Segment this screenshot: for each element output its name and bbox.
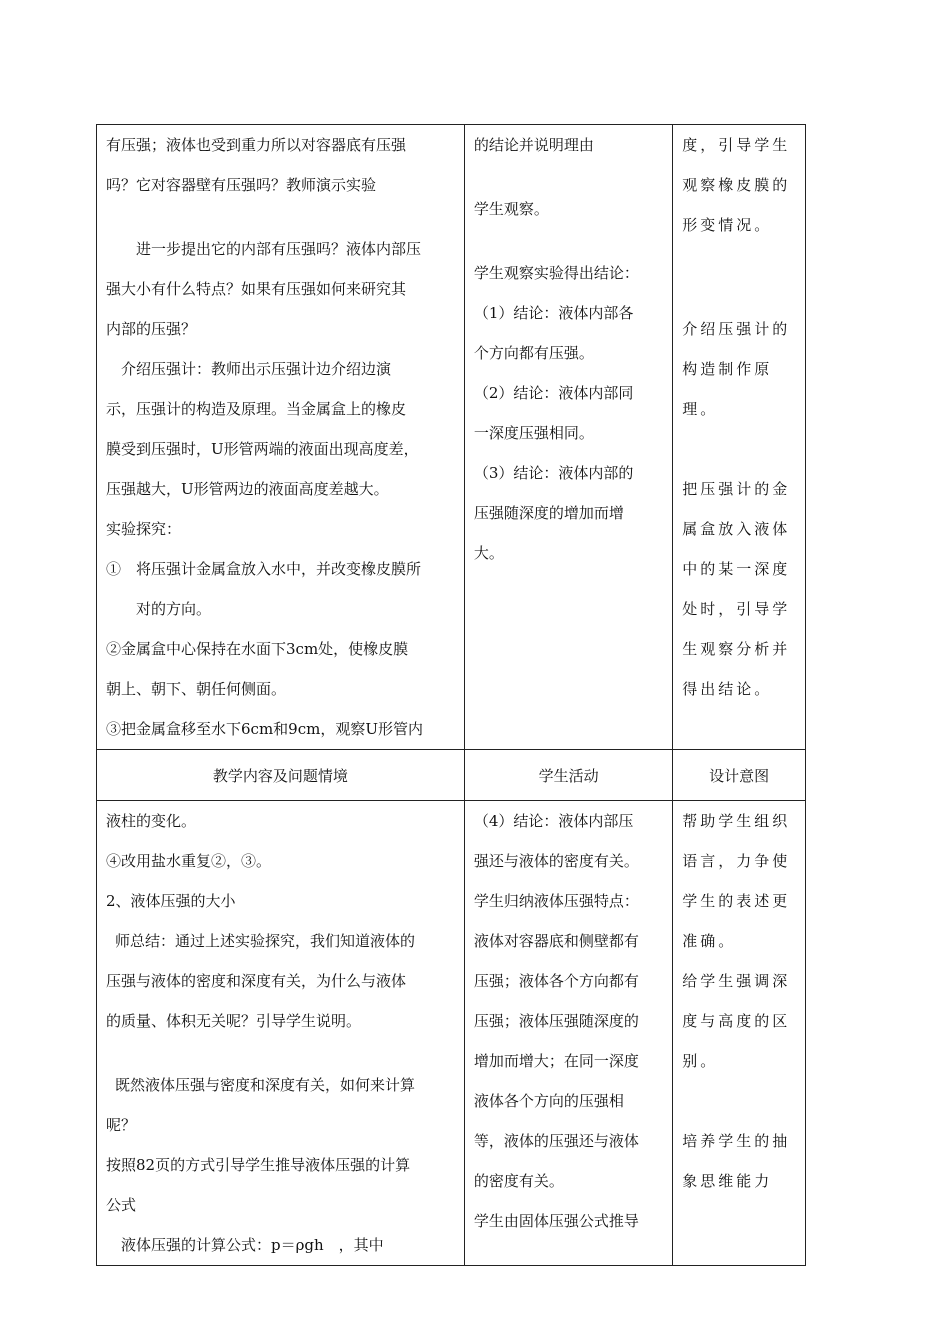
- text-line: 有压强；液体也受到重力所以对容器底有压强: [106, 136, 407, 154]
- text-line: ③把金属盒移至水下6cm和9cm，观察U形管内: [106, 720, 423, 738]
- text-line: 帮助学生组织: [682, 812, 791, 830]
- text-line: 构造制作原: [682, 360, 773, 378]
- text-line: 学生的表述更: [682, 892, 791, 910]
- text-line: 压强越大，U形管两边的液面高度差越大。: [106, 480, 389, 498]
- text-line: 的结论并说明理由: [473, 136, 594, 154]
- text-line: 学生观察实验得出结论：: [473, 264, 639, 282]
- text-line: 培养学生的抽: [682, 1132, 791, 1150]
- text-line: 的密度有关。: [473, 1172, 564, 1190]
- text-line: 2、液体压强的大小: [106, 892, 236, 910]
- text-line: 液柱的变化。: [106, 812, 197, 830]
- text-line: 对的方向。: [136, 600, 212, 618]
- text-line: 实验探究：: [106, 520, 182, 538]
- text-line: 吗？它对容器壁有压强吗？教师演示实验: [106, 176, 377, 194]
- student-activity-cell: [464, 801, 672, 1266]
- text-line: 液体各个方向的压强相: [473, 1092, 624, 1110]
- text-line: 师总结：通过上述实验探究，我们知道液体的: [115, 932, 416, 950]
- text-line: 液体压强的计算公式：p＝ρgh ，其中: [121, 1236, 384, 1254]
- text-line: 介绍压强计的: [682, 320, 791, 338]
- text-line: 把压强计的金: [682, 480, 791, 498]
- table-row-continued: [97, 125, 806, 750]
- text-line: ④改用盐水重复②，③。: [106, 852, 272, 870]
- text-line: 准确。: [682, 932, 737, 950]
- text-line: ②金属盒中心保持在水面下3cm处，使橡皮膜: [106, 640, 409, 658]
- text-line: 观察橡皮膜的: [682, 176, 791, 194]
- text-line: 介绍压强计：教师出示压强计边介绍边演: [121, 360, 392, 378]
- text-line: 强大小有什么特点？如果有压强如何来研究其: [106, 280, 407, 298]
- text-line: 中的某一深度: [682, 560, 791, 578]
- text-line: 形变情况。: [682, 216, 773, 234]
- text-line: 度，引导学生: [682, 136, 791, 154]
- text-line: 压强与液体的密度和深度有关，为什么与液体: [106, 972, 407, 990]
- text-line: 处时，引导学: [682, 600, 791, 618]
- text-line: 学生归纳液体压强特点：: [473, 892, 639, 910]
- text-line: 增加而增大；在同一深度: [473, 1052, 639, 1070]
- text-line: 压强；液体各个方向都有: [473, 972, 639, 990]
- text-line: 个方向都有压强。: [473, 344, 594, 362]
- lesson-table: [96, 124, 806, 1266]
- text-line: 度与高度的区: [682, 1012, 791, 1030]
- text-line: 膜受到压强时，U形管两端的液面出现高度差，: [106, 440, 419, 458]
- text-line: 象思维能力: [682, 1172, 773, 1190]
- text-line: 一深度压强相同。: [473, 424, 594, 442]
- text-line: （4）结论：液体内部压: [473, 812, 634, 830]
- text-line: 强还与液体的密度有关。: [473, 852, 639, 870]
- text-line: 内部的压强？: [106, 320, 197, 338]
- text-line: 既然液体压强与密度和深度有关，如何来计算: [115, 1076, 416, 1094]
- text-line: 示，压强计的构造及原理。当金属盒上的橡皮: [106, 400, 407, 418]
- text-line: 别。: [682, 1052, 719, 1070]
- design-intent-cell: [673, 801, 806, 1266]
- text-line: 生观察分析并: [682, 640, 791, 658]
- text-line: 理。: [682, 400, 719, 418]
- text-line: 呢？: [106, 1116, 137, 1134]
- text-line: 得出结论。: [682, 680, 773, 698]
- table-header-row: [97, 750, 806, 801]
- text-line: 压强；液体压强随深度的: [473, 1012, 639, 1030]
- header-design-intent: 设计意图: [673, 750, 806, 801]
- teaching-content-cell: [97, 801, 465, 1266]
- text-line: （1）结论：液体内部各: [473, 304, 634, 322]
- text-line: （2）结论：液体内部同: [473, 384, 634, 402]
- text-line: 朝上、朝下、朝任何侧面。: [106, 680, 287, 698]
- teaching-content-cell: [97, 125, 465, 750]
- student-activity-cell: [464, 125, 672, 750]
- text-line: 的质量、体积无关呢？引导学生说明。: [106, 1012, 362, 1030]
- table-row: [97, 801, 806, 1266]
- text-line: 给学生强调深: [682, 972, 791, 990]
- text-line: 按照82页的方式引导学生推导液体压强的计算: [106, 1156, 411, 1174]
- text-line: 液体对容器底和侧壁都有: [473, 932, 639, 950]
- header-teaching-content: 教学内容及问题情境: [97, 750, 465, 801]
- text-line: 公式: [106, 1196, 137, 1214]
- text-line: 学生观察。: [473, 200, 549, 218]
- text-line: （3）结论：液体内部的: [473, 464, 634, 482]
- design-intent-cell: [673, 125, 806, 750]
- text-line: 大。: [473, 544, 504, 562]
- text-line: 压强随深度的增加而增: [473, 504, 624, 522]
- text-line: ① 将压强计金属盒放入水中，并改变橡皮膜所: [106, 560, 422, 578]
- text-line: 属盒放入液体: [682, 520, 791, 538]
- text-line: 语言，力争使: [682, 852, 791, 870]
- text-line: 学生由固体压强公式推导: [473, 1212, 639, 1230]
- text-line: 进一步提出它的内部有压强吗？液体内部压: [136, 240, 422, 258]
- header-student-activity: 学生活动: [464, 750, 672, 801]
- text-line: 等，液体的压强还与液体: [473, 1132, 639, 1150]
